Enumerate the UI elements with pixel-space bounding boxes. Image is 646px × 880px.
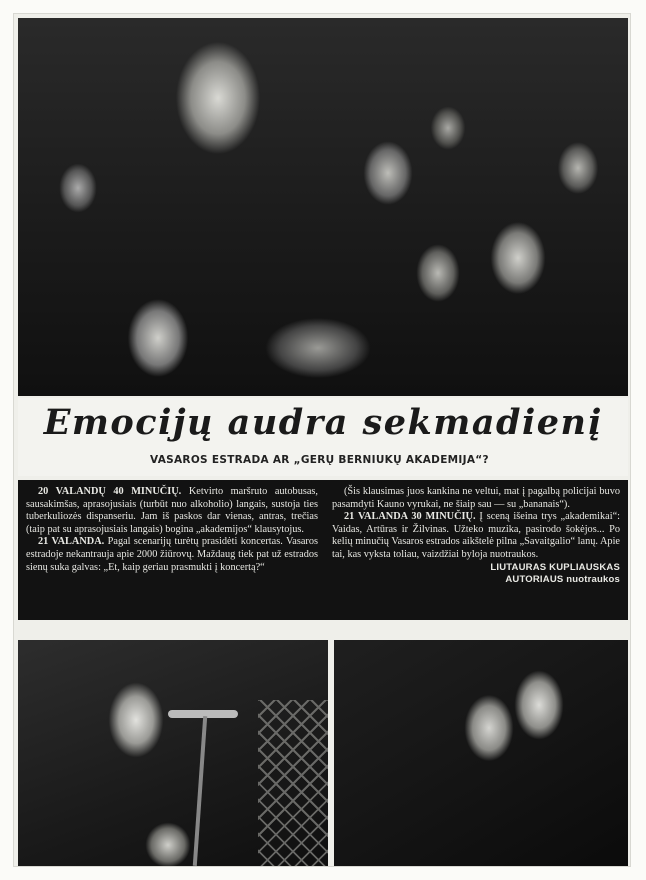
paragraph-text: Į sceną išeina trys „akademikai“: Vaidas, Artūras ir Žilvinas. Užteko muzika, pasirodo šokėjos... Po kelių minučių Vasaros estrados aikštelė pilna „Savaitgalio“ lanų. Apie tai, kas vyksta toliau, vaizdžiai byloja nuotraukos. <box>332 511 620 560</box>
time-lead: 21 VALANDA. <box>38 536 105 548</box>
singer-photo <box>18 640 328 866</box>
kissing-couple-photo <box>334 640 628 866</box>
divider <box>18 620 628 640</box>
crowd-photo <box>18 18 628 396</box>
headline: Emocijų audra sekmadienį <box>43 402 603 443</box>
photo-credit: AUTORIAUS nuotraukos <box>505 574 620 586</box>
time-lead: 20 VALANDŲ 40 MINUČIŲ. <box>38 486 182 497</box>
paragraph-text: Ketvirto maršruto autobusas, sausakimšas, aprasojusiais (turbūt nuo alkoholio) langais, sustoja ties tuberkuliozės dispanseriu. Jam iš paskos dar vienas, antras, trečias (taip pat su aprasojusiais langais) bogina „akademijos“ klausytojus. <box>26 486 319 535</box>
subheadline: VASAROS ESTRADA AR „GERŲ BERNIUKŲ AKADEMIJA“? <box>150 454 489 466</box>
time-lead: 21 VALANDA 30 MINUČIŲ. <box>344 511 476 523</box>
paragraph <box>26 536 318 574</box>
paragraph-text: (Šis klausimas juos kankina ne veltui, mat į pagalbą policijai buvo pasamdyti Kauno vyrukai, ne šiaip sau — su „bananais“). <box>332 486 620 510</box>
stage-truss <box>258 700 328 866</box>
article-column-right <box>332 486 620 587</box>
paragraph <box>26 486 318 536</box>
paragraph <box>332 486 620 511</box>
paragraph-text: Pagal scenarijų turėtų prasidėti koncertas. Vasaros estradoje nekantrauja apie 2000 žiūrovų. Maždaug tiek pat už estrados sienų suka galvas: „Et, kaip geriau prasmukti į koncertą?“ <box>26 536 319 573</box>
mic-stand <box>193 716 207 866</box>
article-column-left <box>26 486 318 574</box>
paragraph <box>332 511 620 561</box>
author-byline: LIUTAURAS KUPLIAUSKAS <box>490 561 620 573</box>
